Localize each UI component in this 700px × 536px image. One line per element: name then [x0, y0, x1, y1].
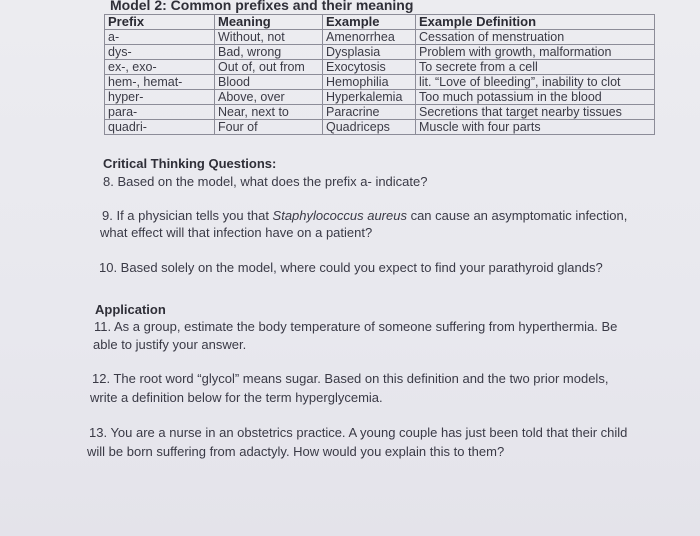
cell-prefix: ex-, exo- [105, 60, 215, 75]
table-row [105, 75, 655, 90]
cell-definition: Muscle with four parts [416, 120, 655, 135]
header-example: Example [323, 15, 416, 30]
cell-meaning: Out of, out from [215, 60, 323, 75]
cell-meaning: Above, over [215, 90, 323, 105]
question-13-line-2: will be born suffering from adactyly. How would you explain this to them? [87, 444, 505, 459]
application-heading: Application [95, 302, 166, 317]
cell-definition: lit. “Love of bleeding”, inability to clot [416, 75, 655, 90]
cell-definition: Too much potassium in the blood [416, 90, 655, 105]
header-meaning: Meaning [215, 15, 323, 30]
cell-example: Dysplasia [323, 45, 416, 60]
cell-prefix: hyper- [105, 90, 215, 105]
critical-thinking-heading: Critical Thinking Questions: [103, 156, 277, 171]
question-12-line-1: 12. The root word “glycol” means sugar. Based on this definition and the two prior models, [92, 371, 609, 386]
question-9-text-a: 9. If a physician tells you that [102, 208, 273, 223]
cell-example: Amenorrhea [323, 30, 416, 45]
cell-definition: Cessation of menstruation [416, 30, 655, 45]
question-9-text-b: can cause an asymptomatic infection, [406, 208, 628, 223]
cell-definition: Secretions that target nearby tissues [416, 105, 655, 120]
organism-name: Staphylococcus aureus [272, 208, 407, 223]
cell-prefix: hem-, hemat- [105, 75, 215, 90]
header-example-definition: Example Definition [416, 15, 655, 30]
question-11-line-1: 11. As a group, estimate the body temperature of someone suffering from hyperthermia. Be [94, 319, 618, 334]
table-row [105, 60, 655, 75]
cell-prefix: dys- [105, 45, 215, 60]
cell-prefix: a- [105, 30, 215, 45]
cell-prefix: quadri- [105, 120, 215, 135]
cell-meaning: Without, not [215, 30, 323, 45]
table-row [105, 105, 655, 120]
cell-definition: To secrete from a cell [416, 60, 655, 75]
cell-example: Hyperkalemia [323, 90, 416, 105]
question-9-line-1 [102, 207, 627, 224]
question-13-line-1: 13. You are a nurse in an obstetrics practice. A young couple has just been told that their child [89, 425, 628, 440]
model-title: Model 2: Common prefixes and their meaning [110, 0, 414, 13]
table-row [105, 90, 655, 105]
prefix-table [104, 14, 655, 135]
cell-meaning: Near, next to [215, 105, 323, 120]
question-12-line-2: write a definition below for the term hyperglycemia. [90, 390, 383, 405]
header-prefix: Prefix [105, 15, 215, 30]
cell-meaning: Four of [215, 120, 323, 135]
table-row [105, 45, 655, 60]
cell-example: Exocytosis [323, 60, 416, 75]
table-row [105, 120, 655, 135]
cell-example: Quadriceps [323, 120, 416, 135]
question-10: 10. Based solely on the model, where could you expect to find your parathyroid glands? [99, 260, 603, 275]
cell-example: Hemophilia [323, 75, 416, 90]
cell-prefix: para- [105, 105, 215, 120]
table-row [105, 30, 655, 45]
cell-example: Paracrine [323, 105, 416, 120]
cell-definition: Problem with growth, malformation [416, 45, 655, 60]
cell-meaning: Bad, wrong [215, 45, 323, 60]
cell-meaning: Blood [215, 75, 323, 90]
question-11-line-2: able to justify your answer. [93, 337, 247, 352]
question-8: 8. Based on the model, what does the prefix a- indicate? [103, 174, 428, 189]
table-header-row [105, 15, 655, 30]
question-9-line-2: what effect will that infection have on a patient? [100, 225, 373, 240]
